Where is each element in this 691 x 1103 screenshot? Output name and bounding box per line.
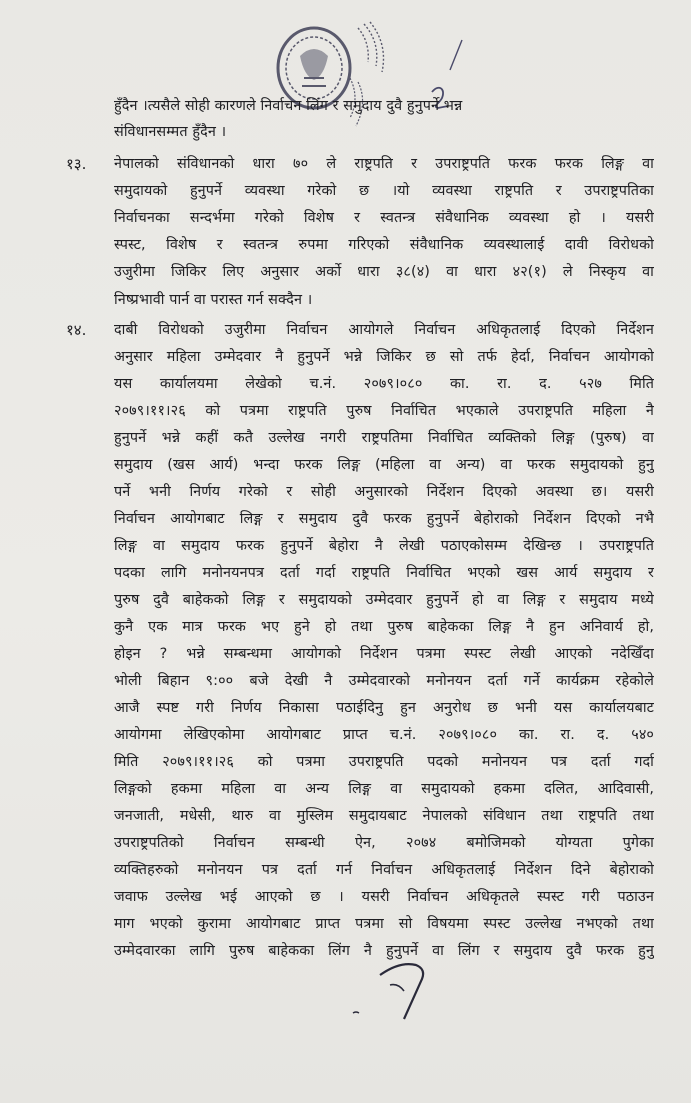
text-line: यस कार्यालयमा लेखेको च.नं. २०७९।०८० का. रा. द. ५२७ मिति [114,376,654,392]
text-line: दाबी विरोधको उजुरीमा निर्वाचन आयोगले निर्वाचन अधिकृतलाई दिएको निर्देशन [114,322,654,338]
text-line: लिङ्गको हकमा महिला वा अन्य लिङ्ग वा समुदायको हकमा दलित, आदिवासी, [114,781,654,797]
text-line: होइन ? भन्ने सम्बन्धमा आयोगको निर्देशन पत्रमा स्पस्ट लेखी आएको नदेखिँदा [114,646,654,662]
text-line: उम्मेदवारका लागि पुरुष बाहेकका लिंग नै हुनुपर्ने वा लिंग र समुदाय दुवै फरक हुनु [114,943,654,959]
handwritten-signature-mark-icon [360,945,480,1025]
text-line: आजै स्पष्ट गरी निर्णय निकासा पठाईदिनु हुन अनुरोध छ भनी यस कार्यालयबाट [114,700,654,716]
text-line: माग भएको कुरामा आयोगबाट प्राप्त पत्रमा सो विषयमा स्पस्ट उल्लेख नभएको तथा [114,916,654,932]
text-line: २०७९।११।२६ को पत्रमा राष्ट्रपति पुरुष निर्वाचित भएकाले उपराष्ट्रपति महिला नै [114,403,654,419]
text-line: संविधानसम्मत हुँदैन । [114,124,227,140]
text-line: हुँदैन ।त्यसैले सोही कारणले निर्वाचन लिंग र समुदाय दुवै हुनुपर्ने भन्न [114,98,463,114]
text-line: निष्प्रभावी पार्न वा परास्त गर्न सक्दैन । [114,292,313,308]
text-line: जनजाती, मधेसी, थारु वा मुस्लिम समुदायबाट नेपालको संविधान तथा राष्ट्रपति तथा [114,808,654,824]
text-line: पर्ने भनी निर्णय गरेको र सोही अनुसारको निर्देशन दिएको अवस्था छ। यसरी [114,484,654,500]
text-line: नेपालको संविधानको धारा ७० ले राष्ट्रपति र उपराष्ट्रपति फरक फरक लिङ्ग वा [114,156,654,172]
text-line: उपराष्ट्रपतिको निर्वाचन सम्बन्धी ऐन, २०७४ बमोजिमको योग्यता पुगेका [114,835,654,851]
text-line: अनुसार महिला उम्मेदवार नै हुनुपर्ने भन्ने जिकिर छ सो तर्फ हेर्दा, निर्वाचन आयोगको [114,349,654,365]
text-line: मिति २०७९।११।२६ को पत्रमा उपराष्ट्रपति पदको मनोनयन पत्र दर्ता गर्दा [114,754,654,770]
text-line: समुदायको हुनुपर्ने व्यवस्था गरेको छ ।यो व्यवस्था राष्ट्रपति र उपराष्ट्रपतिका [114,183,654,199]
text-line: पुरुष दुवै बाहेकको लिङ्ग र समुदायको उम्मेदवार हुनुपर्ने हो वा लिङ्ग र समुदाय मध्ये [114,592,654,608]
text-line: कुनै एक मात्र फरक भए हुने हो तथा पुरुष बाहेकका लिङ्ग नै हुन अनिवार्य हो, [114,619,654,635]
text-line: भोली बिहान ९:०० बजे देखी नै उम्मेदवारको मनोनयन दर्ता गर्ने कार्यक्रम रहेकोले [114,673,654,689]
text-line: निर्वाचनका सन्दर्भमा गरेको विशेष र स्वतन्त्र संवैधानिक व्यवस्था हो । यसरी [114,210,654,226]
text-line: आयोगमा लेखिएकोमा आयोगबाट प्राप्त च.नं. २०७९।०८० का. रा. द. ५४० [114,727,654,743]
paragraph-number: १३. [66,155,87,173]
paragraph-number: १४. [66,321,87,339]
text-line: समुदाय (खस आर्य) भन्दा फरक लिङ्ग (महिला वा अन्य) वा फरक समुदायको हुनु [114,457,654,473]
text-line: व्यक्तिहरुको मनोनयन पत्र दर्ता गर्न निर्वाचन अधिकृतलाई निर्देशन दिने बेहोराको [114,862,654,878]
text-line: उजुरीमा जिकिर लिए अनुसार अर्को धारा ३८(४) वा धारा ४२(१) ले निस्कृय वा [114,264,654,280]
text-line: पदका लागि मनोनयनपत्र दर्ता गर्दा राष्ट्रपति निर्वाचित भएको खस आर्य समुदाय र [114,565,654,581]
ink-mark-icon [352,1010,360,1016]
text-line: स्पस्ट, विशेष र स्वतन्त्र रुपमा गरिएको संवैधानिक व्यवस्थालाई दावी विरोधको [114,237,654,253]
text-line: लिङ्ग वा समुदाय फरक हुनुपर्ने बेहोरा नै लेखी पठाएकोसम्म देखिन्छ । उपराष्ट्रपति [114,538,654,554]
text-line: हुनुपर्ने भन्ने कहीं कतै उल्लेख नगरी राष्ट्रपतिमा निर्वाचित व्यक्तिको लिङ्ग (पुरुष) वा [114,430,654,446]
text-line: निर्वाचन आयोगबाट लिङ्ग र समुदाय दुवै फरक हुनुपर्ने बेहोराको निर्देशन दिएको नभै [114,511,654,527]
text-line: जवाफ उल्लेख भई आएको छ । यसरी निर्वाचन अधिकृतले स्पस्ट गरी पठाउन [114,889,654,905]
